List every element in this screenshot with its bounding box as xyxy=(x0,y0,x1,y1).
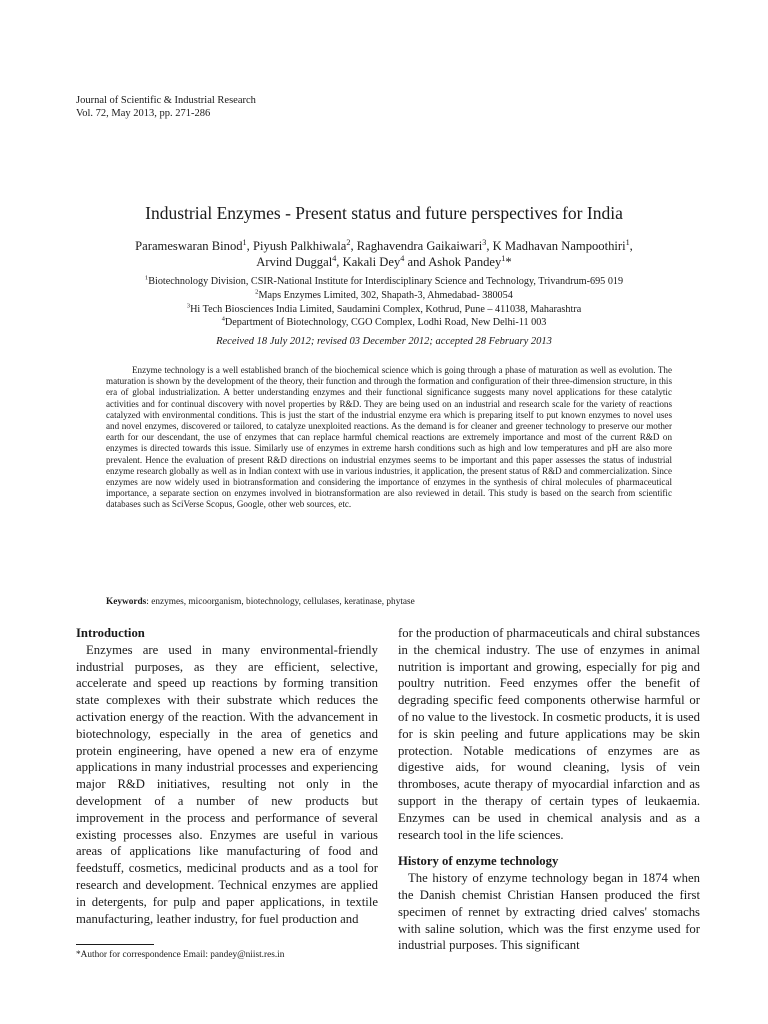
introduction-continuation: for the production of pharmaceuticals and chiral substances in the chemical industry. The use of enzymes in animal nutrition is important and growing, especially for pig and poultry nutrition. Feed enzymes offer the benefit of degrading specific feed components otherwise harmful or of no value to the livestock. In cosmetic products, it is used for is skin peeling and future applications may be skin protection. Notable medications of enzymes are as digestive aids, for wound cleaning, lysis of vein thromboses, acute therapy of myocardial infarction and as support in the therapy of certain types of leukaemia. Enzymes can be used in chemical analysis and as a research tool in the life sciences. xyxy=(398,626,700,842)
keywords-label: Keywords xyxy=(106,597,147,607)
footnote-rule xyxy=(76,944,154,945)
journal-header xyxy=(76,94,256,120)
author: K Madhavan Nampoothiri$^1$, xyxy=(492,237,633,253)
author: Arvind Duggal$^4$, xyxy=(256,253,343,269)
journal-name: Journal of Scientific & Industrial Research xyxy=(76,95,256,106)
author: Kakali Dey$^4$ and xyxy=(342,253,429,269)
journal-volume: Vol. 72, May 2013, pp. 271-286 xyxy=(76,108,211,119)
history-heading: History of enzyme technology xyxy=(398,854,559,869)
affiliation: $^2$Maps Enzymes Limited, 302, Shapath-3, Ahmedabad- 380054 xyxy=(255,288,513,301)
author: Ashok Pandey$^1$* xyxy=(428,253,512,269)
affiliation-list xyxy=(90,275,678,330)
introduction-paragraph: Enzymes are used in many environmental-friendly industrial purposes, as they are efficient, selective, accelerate and speed up reactions by forming transition state complexes with their substrate which reduces the activation energy of the reaction. With the advancement in biotechnology, especially in the area of genetics and protein engineering, have opened a new era of enzyme applications in many industrial processes and experiencing major R&D initiatives, resulting not only in the development of a number of new products but improvement in the process and performance of several existing processes also. Enzymes are useful in various areas of applications like manufacturing of food and feedstuff, cosmetics, medicinal products and as a tool for research and development. Technical enzymes are applied in detergents, for pulp and paper applications, in textile manufacturing, leather industry, for fuel production and xyxy=(76,642,378,926)
author: Piyush Palkhiwala$^2$, xyxy=(252,237,357,253)
correspondence-footnote: *Author for correspondence Email: pandey@niist.res.in xyxy=(76,950,285,960)
author: Raghavendra Gaikaiwari$^3$, xyxy=(356,237,493,253)
paper-title: Industrial Enzymes - Present status and future perspectives for India xyxy=(145,203,623,223)
keywords-text: : enzymes, micoorganism, biotechnology, cellulases, keratinase, phytase xyxy=(146,597,415,607)
keywords xyxy=(106,597,672,607)
right-column xyxy=(398,625,700,954)
history-paragraph: The history of enzyme technology began in 1874 when the Danish chemist Christian Hansen produced the first specimen of rennet by extracting dried calves' stomachs with saline solution, which was the first enzyme used for industrial purposes. This significant xyxy=(398,871,700,953)
affiliation: $^3$Hi Tech Biosciences India Limited, Saudamini Complex, Kothrud, Pune – 411038, Maharashtra xyxy=(186,302,582,315)
abstract: Enzyme technology is a well established branch of the biochemical science which is going through a phase of maturation as well as evolution. The maturation is shown by the development of the theory, their function and through the formation and configuration of their three-dimension structure, in this era of global industrialization. A better understanding enzymes and their functional significance suggests many novel applications for these catalytic activities and for continual discovery with novel properties by R&D. They are being used on an industrial and research scale for the variety of reactions catalyzed with environmental conditions. This is just the start of the industrial enzyme era which is preparing itself to put known enzymes to novel uses and novel enzymes, discovered or tailored, to catalyze unexploited reactions. As the demand is for cleaner and greener technology to preserve our mother earth for our descendant, the use of enzymes that can replace harmful chemical reactions are extremely importance and most of the current R&D on enzymes is directed towards this issue. Similarly use of enzymes in extreme harsh conditions such as high and low temperatures and pH are also more prevalent. Hence the evaluation of present R&D directions on industrial enzymes seems to be important and this paper assesses the status of industrial enzyme research globally as well as in Indian context with use in various industries, it application, the present status of R&D and commercialization. Since enzymes are now widely used in biotransformation and considering the importance of enzymes in the synthesis of chiral molecules of pharmaceutical importance, a separate section on enzymes involved in biotransformation are also reviewed in detail. This study is based on the search from scientific databases such as SciVerse Scopus, Google, other web sources, etc. xyxy=(106,365,672,510)
left-column xyxy=(76,625,378,927)
author-list xyxy=(90,238,678,270)
introduction-heading: Introduction xyxy=(76,626,145,640)
affiliation: $^4$Department of Biotechnology, CGO Complex, Lodhi Road, New Delhi-11 003 xyxy=(221,316,547,329)
received-dates: Received 18 July 2012; revised 03 December 2012; accepted 28 February 2013 xyxy=(216,336,552,347)
author: Parameswaran Binod$^1$, xyxy=(135,237,253,253)
affiliation: $^1$Biotechnology Division, CSIR-National Institute for Interdisciplinary Science and Technology, Trivandrum-695 019 xyxy=(144,274,624,287)
